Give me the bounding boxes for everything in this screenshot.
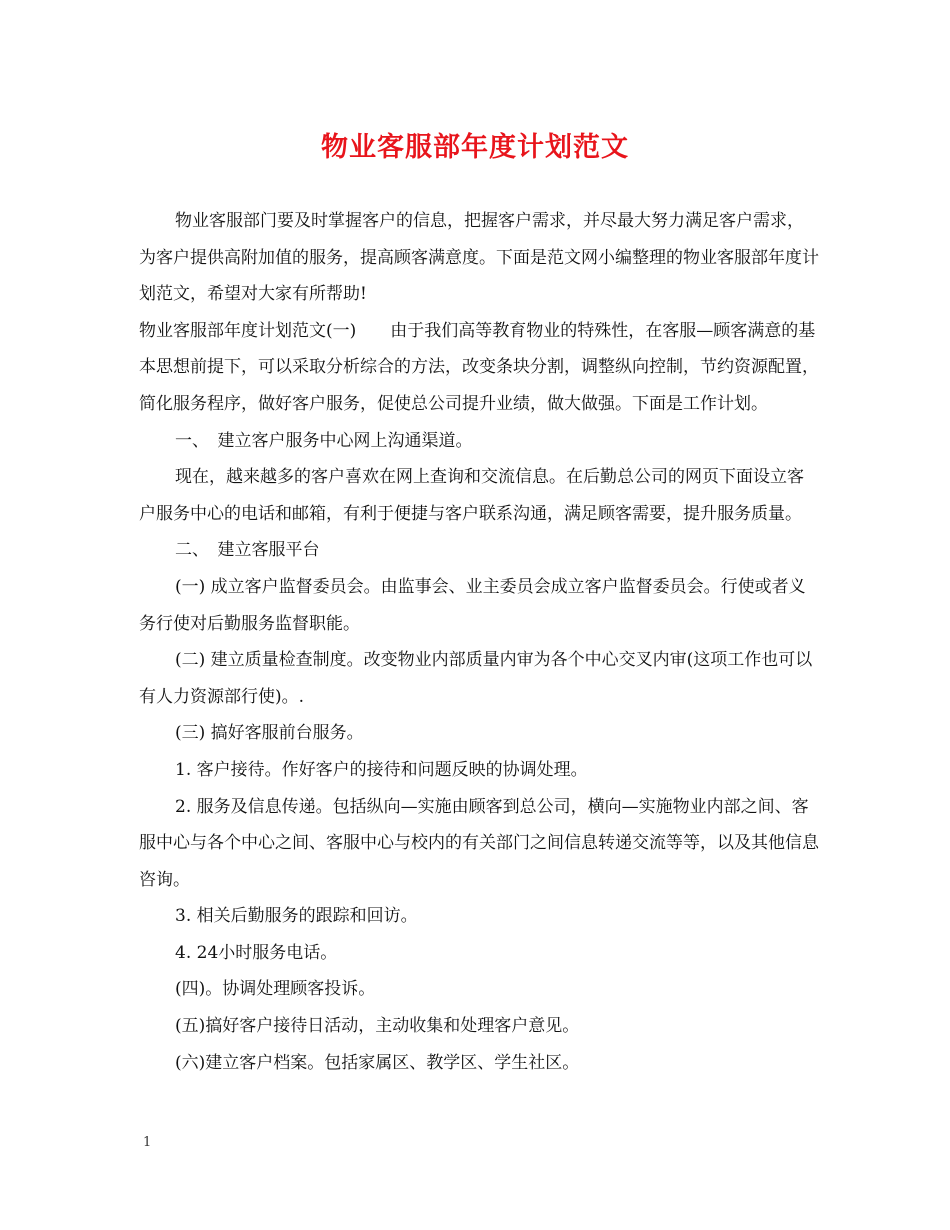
paragraph-section-one: 现在，越来越多的客户喜欢在网上查询和交流信息。在后勤总公司的网页下面设立客户服务中心的电话和邮箱，有利于便捷与客户联系沟通，满足顾客需要，提升服务质量。: [139, 467, 804, 524]
list-item-sub-one: (一) 成立客户监督委员会。由监事会、业主委员会成立客户监督委员会。行使或者义务行使对后勤服务监督职能。: [139, 576, 806, 634]
document-title: 物业客服部年度计划范文: [321, 132, 629, 163]
heading-section-two: 二、 建立客服平台: [175, 540, 320, 561]
heading-section-one: 一、 建立客户服务中心网上沟通渠道。: [175, 430, 473, 451]
list-item-sub-three: (三) 搞好客服前台服务。: [175, 723, 364, 744]
list-item-sub-four: (四)。协调处理顾客投诉。: [175, 979, 376, 1000]
list-item-1: 1. 客户接待。作好客户的接待和问题反映的协调处理。: [175, 759, 588, 780]
list-item-3: 3. 相关后勤服务的跟踪和回访。: [175, 906, 418, 927]
paragraph-sample-one: 物业客服部年度计划范文(一) 由于我们高等教育物业的特殊性，在客服—顾客满意的基本思想前提下，可以采取分析综合的方法，改变条块分割，调整纵向控制，节约资源配置，简化服务程序，做好客户服务，促使总公司提升业绩，做大做强。下面是工作计划。: [139, 320, 819, 414]
list-item-sub-five: (五)搞好客户接待日活动，主动收集和处理客户意见。: [175, 1016, 580, 1037]
list-item-2: 2. 服务及信息传递。包括纵向—实施由顾客到总公司，横向—实施物业内部之间、客服中心与各个中心之间、客服中心与校内的有关部门之间信息转递交流等等，以及其他信息咨询。: [139, 796, 819, 890]
page-number: 1: [143, 1135, 152, 1150]
document-body: [139, 203, 819, 1081]
list-item-4: 4. 24小时服务电话。: [175, 942, 338, 963]
paragraph-intro: 物业客服部门要及时掌握客户的信息，把握客户需求，并尽最大努力满足客户需求，为客户提供高附加值的服务，提高顾客满意度。下面是范文网小编整理的物业客服部年度计划范文，希望对大家有所帮助!: [139, 211, 819, 305]
list-item-sub-six: (六)建立客户档案。包括家属区、教学区、学生社区。: [175, 1052, 580, 1073]
list-item-sub-two: (二) 建立质量检查制度。改变物业内部质量内审为各个中心交叉内审(这项工作也可以有人力资源部行使)。.: [139, 650, 813, 707]
